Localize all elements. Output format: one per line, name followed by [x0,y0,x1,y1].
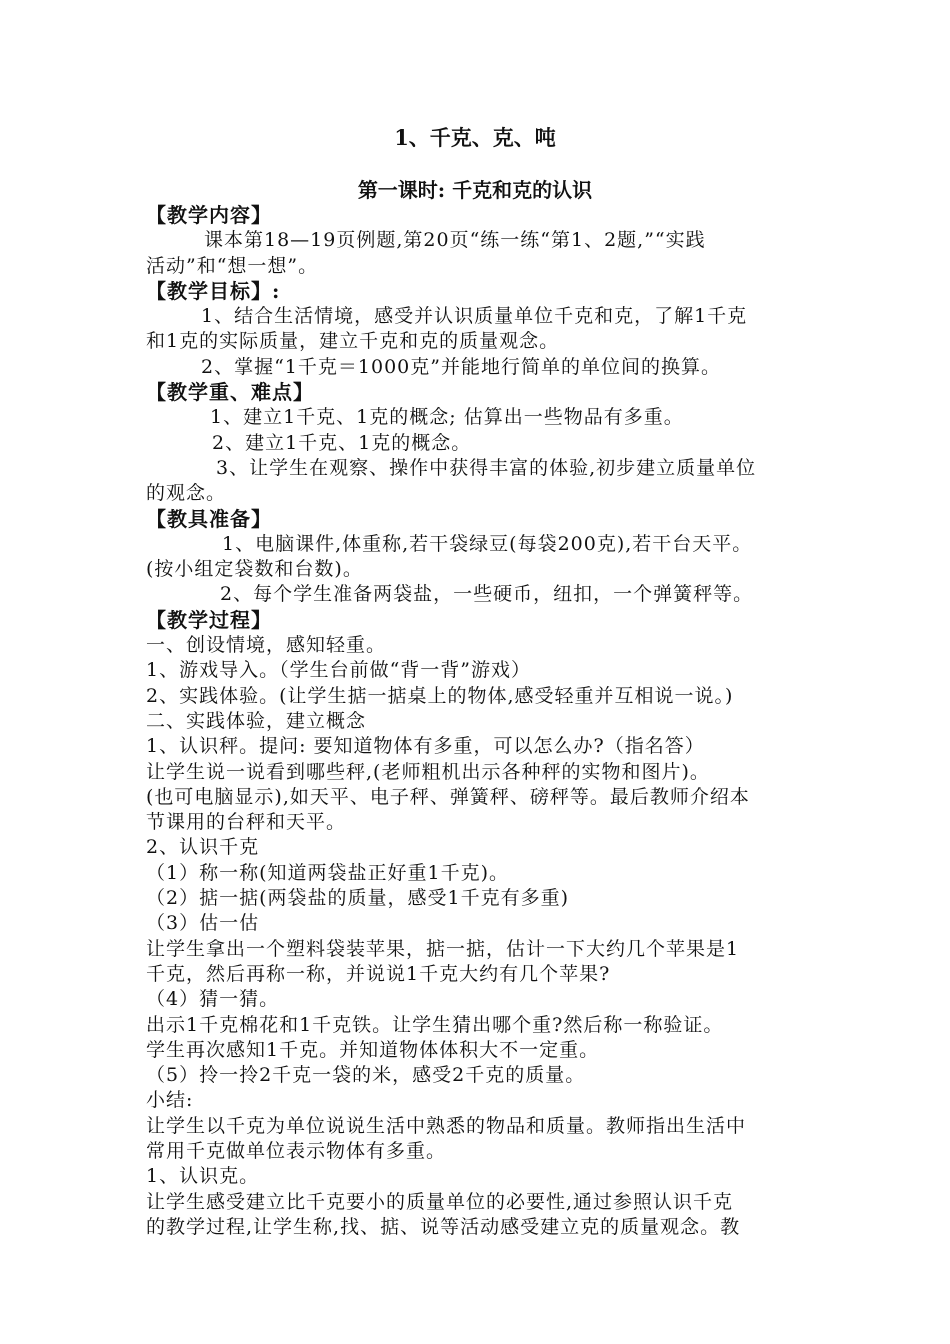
text-line: （2）掂一掂(两袋盐的质量，感受1千克有多重) [146,887,570,910]
text-line: 2、实践体验。(让学生掂一掂桌上的物体,感受轻重并互相说一说。) [146,684,734,707]
document-title: 1、千克、克、吨 [394,125,556,150]
text-line: 1、建立1千克、1克的概念; 估算出一些物品有多重。 [210,406,684,429]
document-body [146,203,811,1240]
section-heading: 【教学重、难点】 [146,380,314,405]
text-line: （5）拎一拎2千克一袋的米，感受2千克的质量。 [146,1064,586,1087]
section-heading: 【教学过程】 [146,607,272,632]
text-line: 出示1千克棉花和1千克铁。让学生猜出哪个重?然后称一称验证。 [146,1013,724,1036]
text-line: 小结: [146,1089,194,1112]
text-line: 2、建立1千克、1克的概念。 [212,431,472,454]
text-line: 2、认识千克 [146,836,260,859]
text-line: 让学生说一说看到哪些秤,(老师粗机出示各种秤的实物和图片)。 [146,760,710,783]
text-line: 一、创设情境，感知轻重。 [146,634,387,657]
text-line: 的教学过程,让学生称,找、掂、说等活动感受建立克的质量观念。教 [146,1215,741,1238]
text-line: （3）估一估 [146,912,260,935]
text-line: 1、电脑课件,体重称,若干袋绿豆(每袋200克),若干台天平。 [222,532,753,555]
text-line: 1、认识秤。提问: 要知道物体有多重，可以怎么办?（指名答） [146,735,705,758]
section-heading: 【教具准备】 [146,506,272,531]
text-line: 和1克的实际质量，建立千克和克的质量观念。 [146,330,560,353]
text-line: 二、实践体验，建立概念 [146,709,367,732]
text-line: 活动”和“想一想”。 [146,254,319,277]
text-line: 千克，然后再称一称，并说说1千克大约有几个苹果? [146,962,611,985]
text-line: 2、每个学生准备两袋盐，一些硬币，纽扣，一个弹簧秤等。 [220,583,754,606]
text-line: 的观念。 [146,482,227,505]
text-line: 学生再次感知1千克。并知道物体体积大不一定重。 [146,1038,600,1061]
text-line: 2、掌握“1千克＝1000克”并能地行简单的单位间的换算。 [201,355,721,378]
section-heading: 【教学目标】: [146,278,281,303]
text-line: 让学生感受建立比千克要小的质量单位的必要性,通过参照认识千克 [146,1190,734,1213]
text-line: (也可电脑显示),如天平、电子秤、弹簧秤、磅秤等。最后教师介绍本 [146,785,750,808]
text-line: 节课用的台秤和天平。 [146,811,347,834]
text-line: 让学生拿出一个塑料袋装苹果，掂一掂，估计一下大约几个苹果是1 [146,937,740,960]
text-line: 1、游戏导入。（学生台前做“背一背”游戏） [146,659,532,682]
text-line: 3、让学生在观察、操作中获得丰富的体验,初步建立质量单位 [216,456,757,479]
text-line: （1）称一称(知道两袋盐正好重1千克)。 [146,861,510,884]
section-heading: 【教学内容】 [146,203,272,227]
text-line: 1、结合生活情境，感受并认识质量单位千克和克，了解1千克 [201,305,748,328]
lesson-subtitle: 第一课时: 千克和克的认识 [357,178,593,202]
text-line: 课本第18—19页例题,第20页“练一练“第1、2题,”“实践 [204,229,706,252]
text-line: 1、认识克。 [146,1165,260,1188]
text-line: 让学生以千克为单位说说生活中熟悉的物品和质量。教师指出生活中 [146,1114,747,1137]
text-line: （4）猜一猜。 [146,988,280,1011]
text-line: 常用千克做单位表示物体有多重。 [146,1139,447,1162]
text-line: (按小组定袋数和台数)。 [146,558,363,581]
